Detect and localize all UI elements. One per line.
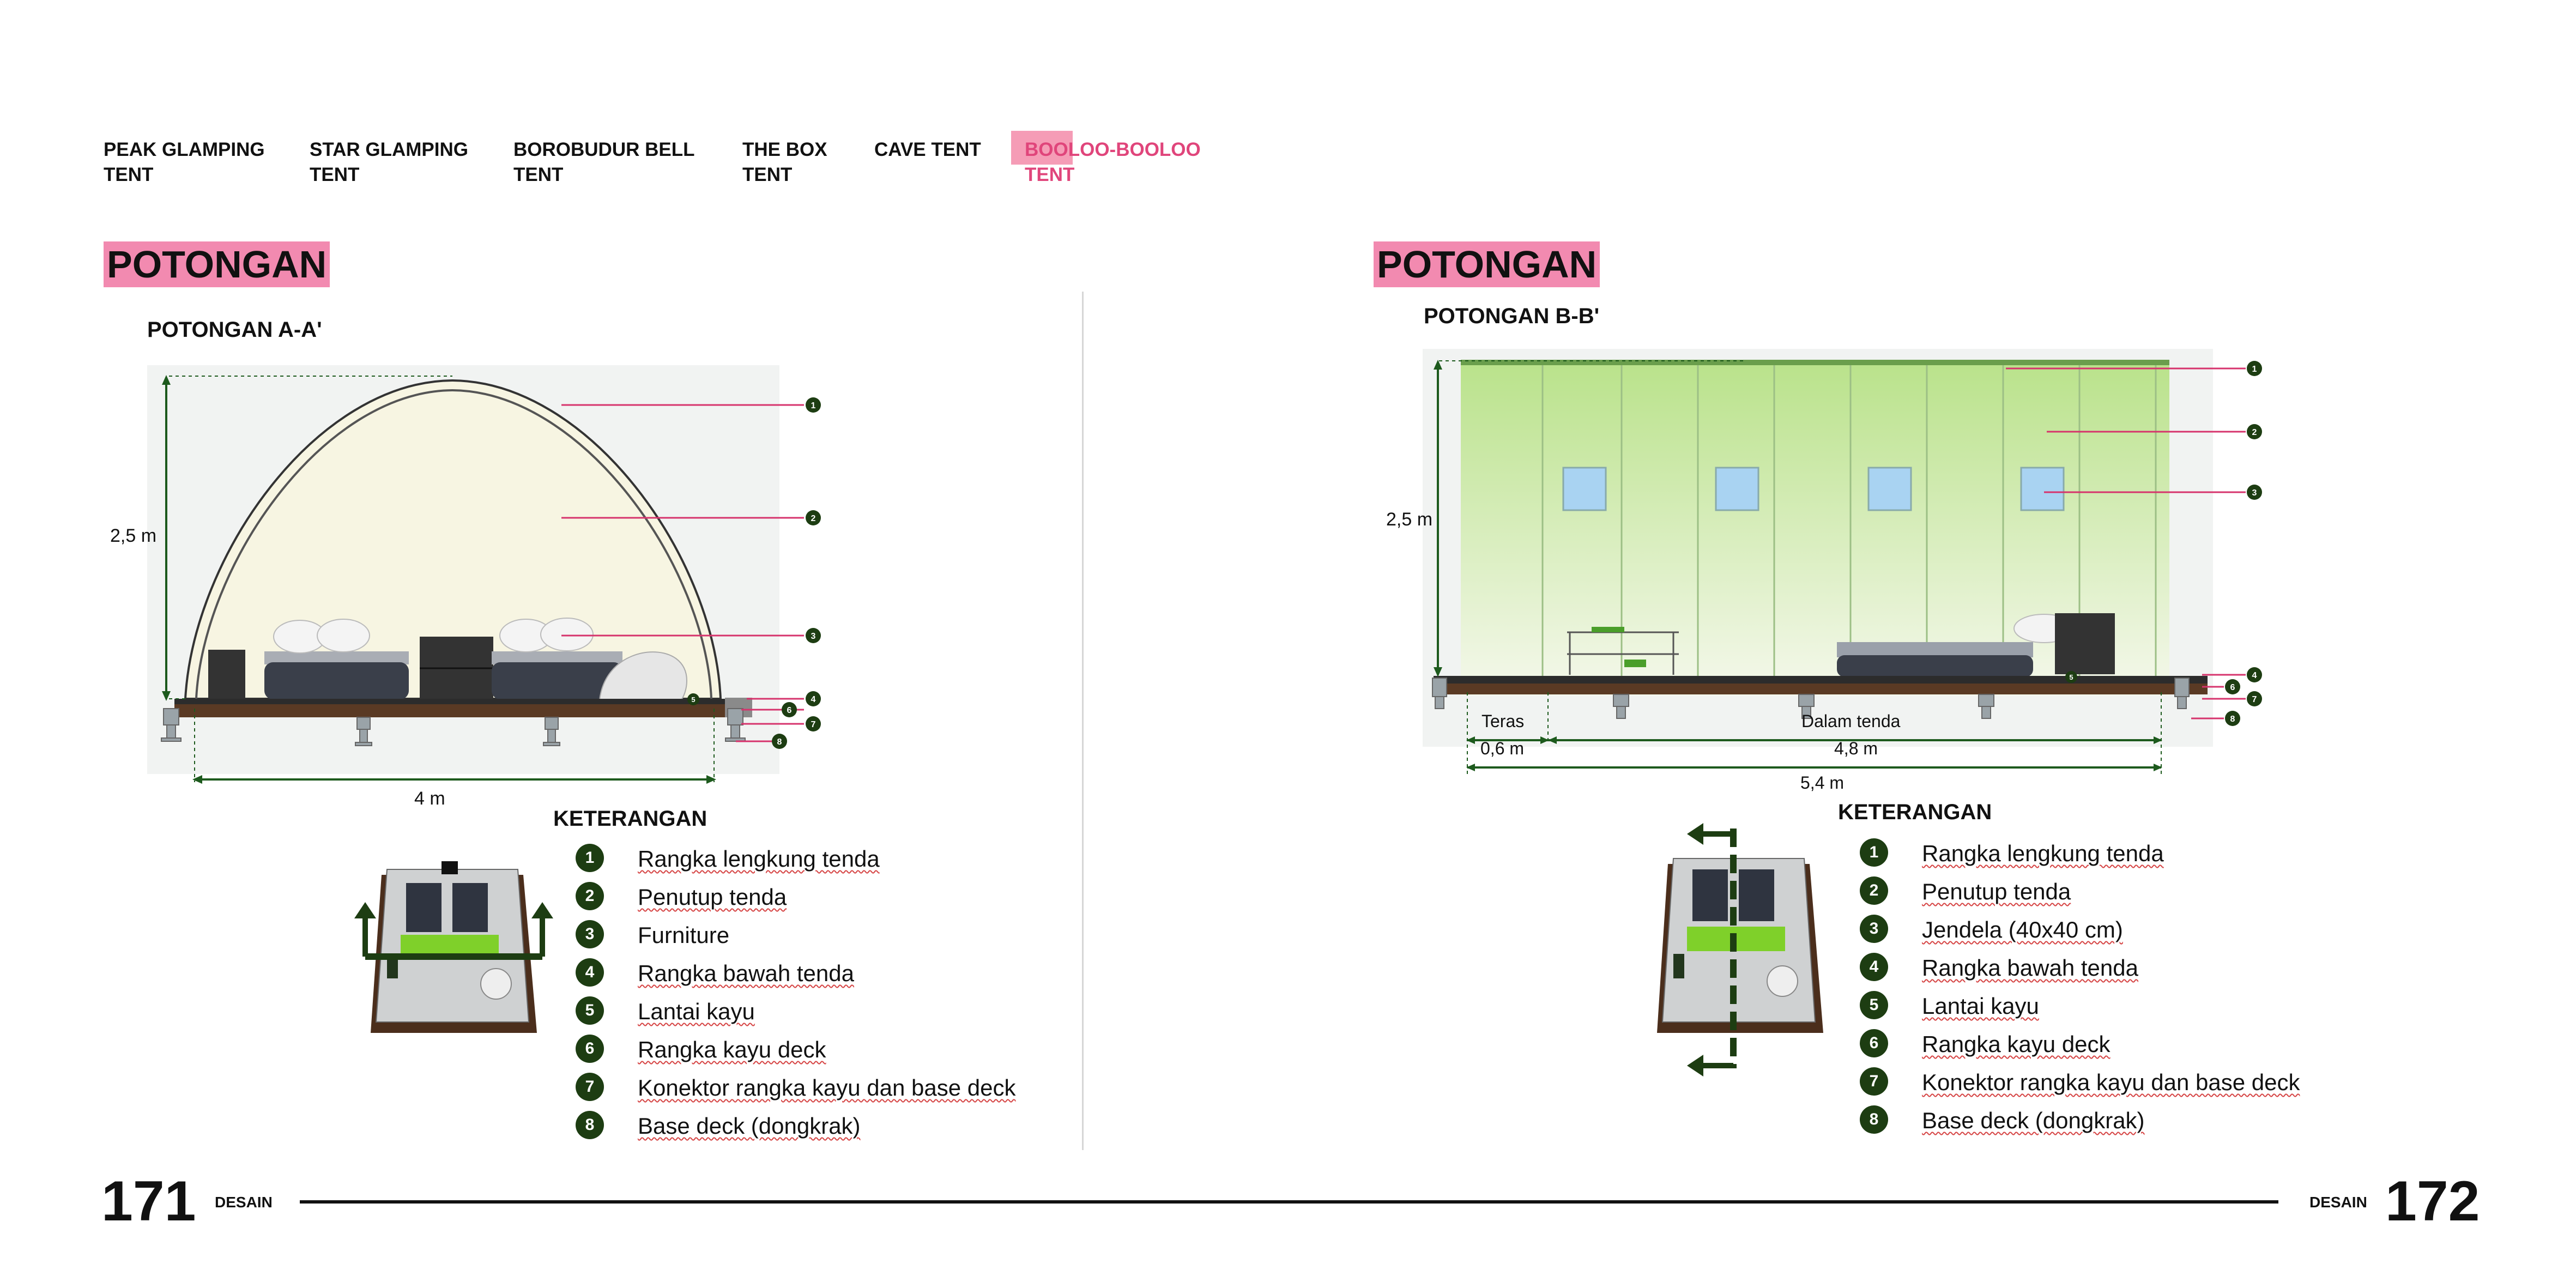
bed-mattress [1837,642,2033,657]
svg-text:8: 8 [777,737,782,747]
floor-frame [174,699,752,704]
cabinet [2055,613,2115,674]
bed-left-blanket [264,662,409,699]
legend-text: Lantai kayu [638,999,755,1024]
dim-height-right: 2,5 m [1386,509,1433,530]
section-heading-right: POTONGAN [1374,241,1600,287]
tab-label: TENT [310,164,360,185]
legend-text: Rangka bawah tenda [1922,955,2138,981]
legend-number: 1 [576,844,604,872]
legend-text: Rangka kayu deck [638,1037,826,1062]
legend-text: Konektor rangka kayu dan base deck [1922,1069,2300,1095]
plan-key-b [1635,818,1842,1090]
legend-text: Penutup tenda [1922,879,2071,904]
section-subheading-a: POTONGAN A-A' [147,318,322,342]
tab-label: TENT [742,164,793,185]
legend-number: 4 [576,958,604,987]
footer-section-right: DESAIN [2309,1194,2367,1211]
svg-text:4: 4 [2252,671,2257,680]
tab-label: STAR GLAMPING [310,139,469,160]
legend-number: 8 [576,1111,604,1139]
legend-text: Penutup tenda [638,884,787,910]
dim-dalam: 4,8 m [1834,739,1878,758]
svg-text:3: 3 [811,632,816,641]
section-a-drawing [142,360,839,812]
svg-text:5: 5 [691,696,696,704]
legend-text: Base deck (dongkrak) [1922,1108,2145,1133]
legend-title-left: KETERANGAN [553,807,708,831]
svg-text:6: 6 [787,706,792,715]
legend-text: Base deck (dongkrak) [638,1113,861,1139]
svg-text:1: 1 [811,401,816,410]
footer-rule [300,1200,2278,1204]
bed-blanket [1837,655,2033,677]
page-divider [1082,292,1084,1150]
tab-booloo-booloo[interactable] [1025,137,1201,188]
svg-text:6: 6 [2230,683,2235,692]
legend-text: Rangka lengkung tenda [1922,840,2164,866]
tab-label: PEAK GLAMPING [104,139,265,160]
nightstand-left [208,650,245,700]
dim-height-left: 2,5 m [110,525,157,546]
legend-text: Konektor rangka kayu dan base deck [638,1075,1016,1100]
tab-the-box[interactable] [742,137,827,188]
floor-frame [1434,676,2208,684]
roof-frame [1461,360,2169,365]
legend-text: Furniture [638,922,730,948]
page-number-right: 172 [2385,1170,2480,1233]
wood-deck [174,704,752,717]
legend-number: 6 [1860,1029,1888,1057]
legend-number: 6 [576,1035,604,1063]
svg-text:7: 7 [2252,695,2257,704]
legend-number: 5 [1860,991,1888,1019]
legend-number: 5 [576,996,604,1025]
svg-text:1: 1 [2252,365,2257,374]
tab-label: BOROBUDUR BELL [513,139,695,160]
legend-number: 2 [576,882,604,910]
legend-text: Rangka bawah tenda [638,960,854,986]
legend-number: 2 [1860,876,1888,905]
legend-number: 3 [1860,915,1888,943]
svg-text:2: 2 [811,514,816,523]
legend-text: Rangka lengkung tenda [638,846,880,872]
tab-label: TENT [104,164,154,185]
tab-borobudur-bell[interactable] [513,137,694,188]
section-subheading-b: POTONGAN B-B' [1424,304,1600,328]
footer-section-left: DESAIN [215,1194,273,1211]
legend-number: 1 [1860,838,1888,867]
legend-text: Lantai kayu [1922,993,2039,1019]
pillow [541,618,593,651]
legend-text: Rangka kayu deck [1922,1031,2111,1057]
legend-number: 8 [1860,1105,1888,1134]
tab-peak-glamping[interactable] [104,137,265,188]
legend-title-right: KETERANGAN [1838,800,1992,824]
tab-cave-tent[interactable] [874,137,981,162]
svg-text:2: 2 [2252,428,2257,437]
section-heading-left: POTONGAN [104,241,330,287]
legend-text: Jendela (40x40 cm) [1922,917,2123,942]
legend-number: 7 [576,1073,604,1101]
pillow [317,619,370,652]
plan-key-a [349,861,556,1041]
dim-teras-label: Teras [1481,711,1525,731]
svg-text:4: 4 [811,695,816,704]
legend-number: 3 [576,920,604,948]
tab-label: BOOLOO-BOOLOO [1025,139,1201,160]
legend-number: 4 [1860,953,1888,981]
legend-number: 7 [1860,1067,1888,1096]
tab-label: TENT [1025,164,1075,185]
tab-star-glamping[interactable] [310,137,468,188]
tab-label: THE BOX [742,139,827,160]
svg-text:3: 3 [2252,488,2257,498]
dim-dalam-label: Dalam tenda [1801,711,1901,731]
svg-text:5: 5 [2069,673,2073,681]
svg-text:7: 7 [811,720,816,729]
wood-deck [1434,684,2208,694]
tab-label: CAVE TENT [874,139,981,160]
svg-text:8: 8 [2230,715,2235,724]
page-number-left: 171 [101,1170,196,1233]
dim-width-left: 4 m [414,788,445,809]
dim-teras: 0,6 m [1480,739,1525,758]
dim-total: 5,4 m [1800,773,1845,793]
tab-label: TENT [513,164,564,185]
